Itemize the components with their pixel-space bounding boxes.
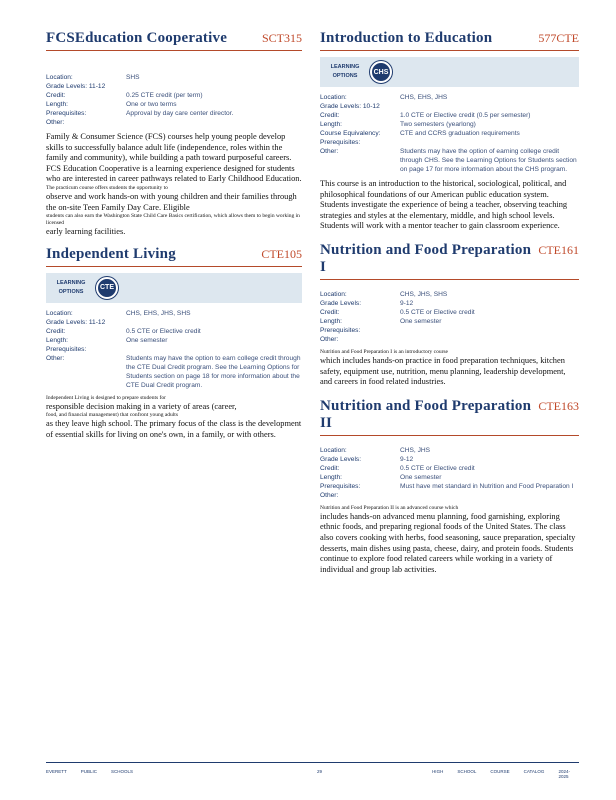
info-value: CTE and CCRS graduation requirements (400, 130, 520, 137)
description-text: as they leave high school. The primary focus of the class is the development of essential skills for living on one's own, in a family, or with others. (46, 419, 302, 439)
course-description (46, 395, 302, 441)
info-label: Other: (46, 354, 65, 362)
info-value: CHS, EHS, JHS, SHS (126, 309, 191, 317)
info-value: Two semesters (yearlong) (400, 121, 476, 128)
info-value: 0.5 CTE or Elective credit (126, 327, 201, 335)
info-label: Length: (46, 336, 68, 344)
info-label: Credit: (46, 92, 66, 99)
info-label: Other: (320, 148, 339, 155)
description-small-text: The practicum course offers students the opportunity to (46, 184, 168, 191)
course-code: 577CTE (538, 31, 579, 45)
description-small-text: students can also earn the Washington State Child Care Basics certification, which allows them to begin working in licensed (46, 213, 300, 227)
course-independent-living (46, 246, 302, 441)
course-header (320, 30, 579, 51)
course-introduction-to-education (320, 30, 579, 232)
learning-options-banner (320, 57, 579, 87)
info-label: Length: (320, 317, 342, 325)
course-description (320, 349, 579, 388)
info-value: 0.5 CTE or Elective credit (400, 464, 475, 472)
description-small-text: Independent Living is designed to prepare students for (46, 394, 166, 401)
course-title: Introduction to Education (320, 30, 493, 46)
course-title: FCSEducation Cooperative (46, 30, 228, 46)
description-text: early learning facilities. (46, 227, 126, 237)
info-label: Prerequisites: (320, 482, 361, 490)
info-label: Grade Levels: 11-12 (46, 318, 106, 326)
course-header (46, 246, 302, 267)
info-value: One or two terms (126, 101, 177, 108)
chs-college-credit-icon: CHS (370, 61, 392, 83)
info-value: 1.0 CTE or Elective credit (0.5 per semester) (400, 112, 531, 119)
course-description (46, 132, 302, 238)
course-header (320, 242, 579, 280)
info-label: Other: (46, 119, 65, 126)
info-label: Course Equivalency: (320, 130, 381, 137)
course-info (46, 309, 302, 390)
learning-options-banner (46, 273, 302, 303)
footer-text: HIGH (432, 769, 444, 774)
description-text: observe and work hands-on with young children and their families through the on-site Teen Family Day Care. Eligible (46, 191, 297, 212)
info-label: Other: (320, 335, 339, 343)
description-text: Family & Consumer Science (FCS) courses help young people develop skills to successfully balance adult life (independence, roles within the family and community), while building a path toward purposeful careers. FCS Education Cooperative is a learning experience designed for students who are interested in career pathways related to Early Childhood Education. (46, 132, 302, 184)
info-value: CHS, EHS, JHS (400, 94, 448, 101)
left-column (46, 30, 302, 441)
course-info (320, 93, 579, 174)
description-small-text: food, and financial management) that confront young adults (46, 412, 178, 419)
right-column (320, 30, 579, 575)
info-value: One semester (126, 336, 168, 344)
footer-text: CATALOG (523, 769, 545, 774)
info-label: Credit: (46, 327, 66, 335)
info-label: Credit: (320, 112, 340, 119)
course-code: SCT315 (261, 31, 302, 45)
info-value: 0.5 CTE or Elective credit (400, 308, 475, 316)
info-label: Location: (320, 94, 347, 101)
course-code: CTE161 (538, 242, 579, 257)
info-label: Length: (46, 101, 68, 108)
learning-options-label: LEARNING OPTIONS (56, 279, 86, 295)
info-value: CHS, JHS (400, 446, 431, 454)
course-code: CTE105 (261, 246, 302, 261)
description-text: includes hands-on advanced menu planning, food garnishing, exploring ethnic foods, and preparing regional foods of the United States. The class also covers cooking with herbs, food seasoning, sauce preparation, specialty desserts, main dishes using pasta, cheese, dairy, and protein foods. Students continue to explore food related careers while working in a variety of individual and group lab activities. (320, 511, 576, 574)
footer-text: EVERETT (46, 769, 67, 774)
course-info (320, 446, 579, 500)
footer-text: SCHOOL (457, 769, 477, 774)
course-info (46, 73, 302, 127)
page-number: 29 (317, 769, 323, 774)
info-value: 9-12 (400, 299, 414, 307)
info-value: Students may have the option of earning college credit through CHS. See the Learning Options for Students section on page 17 for more information about the CHS program. (400, 148, 577, 173)
description-small-text: Nutrition and Food Preparation II is an advanced course which (320, 504, 459, 511)
info-value: CHS, JHS, SHS (400, 290, 448, 298)
info-label: Length: (320, 473, 342, 481)
info-label: Location: (46, 74, 73, 81)
description-small-text: Nutrition and Food Preparation I is an introductory course (320, 348, 449, 355)
info-label: Grade Levels: (320, 299, 362, 307)
learning-options-label: LEARNING OPTIONS (330, 64, 360, 79)
course-title: Nutrition and Food Preparation II (320, 397, 532, 431)
footer-text: SCHOOLS (111, 769, 134, 774)
info-label: Prerequisites: (46, 345, 87, 353)
info-label: Location: (320, 290, 347, 298)
course-header (46, 30, 302, 51)
cte-dual-credit-icon: CTE (96, 277, 118, 299)
info-label: Credit: (320, 308, 340, 316)
course-header (320, 398, 579, 436)
info-label: Prerequisites: (46, 110, 87, 117)
info-value: One semester (400, 317, 442, 325)
info-label: Location: (320, 446, 347, 454)
info-value: One semester (400, 473, 442, 481)
course-title: Nutrition and Food Preparation I (320, 241, 532, 275)
course-info (320, 290, 579, 344)
info-label: Grade Levels: (320, 455, 362, 463)
info-label: Credit: (320, 464, 340, 472)
description-text: responsible decision making in a variety of areas (career, (46, 401, 237, 411)
info-label: Prerequisites: (320, 139, 361, 146)
course-fcs-education-cooperative (46, 30, 302, 238)
footer-text: COURSE (490, 769, 510, 774)
info-label: Grade Levels: 11-12 (46, 83, 106, 90)
info-value: SHS (126, 74, 140, 81)
description-text: This course is an introduction to the historical, sociological, political, and philosophical foundations of our American public education system. Students investigate the experience of being a teacher, observing teaching strategies and styles at the elementary, middle, and high school levels. Students will work with a mentor teacher to gain classroom experience. (320, 179, 568, 231)
info-label: Prerequisites: (320, 326, 361, 334)
course-nutrition-food-prep-2 (320, 398, 579, 576)
footer-text: PUBLIC (80, 769, 98, 774)
info-value: 0.25 CTE credit (per term) (126, 92, 203, 99)
info-value: Must have met standard in Nutrition and Food Preparation I (400, 482, 574, 490)
description-text: which includes hands-on practice in food preparation techniques, kitchen safety, equipment use, nutrition, menu planning, leadership development, and careers in food related industries. (320, 355, 566, 387)
course-nutrition-food-prep-1 (320, 242, 579, 388)
info-value: Students may have the option to earn college credit through the CTE Dual Credit program. See the Learning Options for Students section on page 18 for more information about the CTE Dual Credit program. (126, 354, 301, 389)
info-value: Approval by day care center director. (126, 110, 234, 117)
info-value: 9-12 (400, 455, 414, 463)
info-label: Length: (320, 121, 342, 128)
course-code: CTE163 (538, 398, 579, 413)
course-title: Independent Living (46, 245, 176, 262)
page-footer (46, 762, 579, 779)
course-description (320, 505, 579, 576)
footer-text: 2024-2025 (558, 769, 570, 779)
info-label: Other: (320, 491, 339, 499)
info-label: Grade Levels: 10-12 (320, 103, 380, 110)
course-description (320, 179, 579, 232)
info-label: Location: (46, 309, 73, 317)
